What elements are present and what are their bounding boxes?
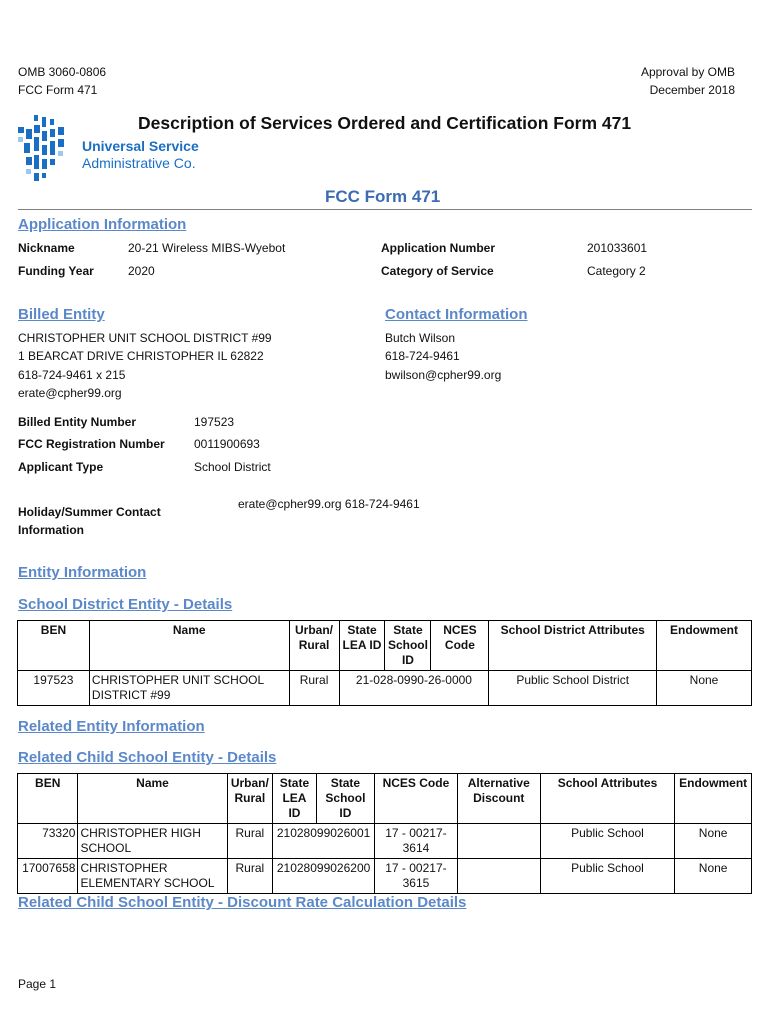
logo-line-2: Administrative Co.: [82, 155, 196, 171]
cell-name: CHRISTOPHER ELEMENTARY SCHOOL: [78, 859, 227, 894]
billed-entity-number-value: 197523: [194, 415, 235, 429]
logo-line-1: Universal Service: [82, 138, 199, 154]
col-name: Name: [89, 621, 289, 671]
fcc-registration-label: FCC Registration Number: [18, 437, 165, 451]
funding-year-value: 2020: [128, 264, 155, 278]
table-row: [18, 859, 752, 894]
cell-attributes: Public School: [540, 859, 675, 894]
cell-alternative-discount: [457, 859, 540, 894]
nickname-value: 20-21 Wireless MIBS-Wyebot: [128, 241, 286, 255]
omb-number: OMB 3060-0806: [18, 65, 107, 79]
holiday-contact-value: erate@cpher99.org 618-724-9461: [238, 497, 420, 511]
page-number: Page 1: [18, 977, 57, 991]
col-state-school-id: State School ID: [316, 774, 374, 824]
table-row: [18, 824, 752, 859]
cell-ben: 73320: [18, 824, 78, 859]
application-number-value: 201033601: [587, 241, 648, 255]
entity-info-heading: Entity Information: [18, 564, 147, 581]
col-endowment: Endowment: [657, 621, 752, 671]
billed-entity-email: erate@cpher99.org: [18, 386, 122, 400]
col-nces-code: NCES Code: [375, 774, 458, 824]
discount-rate-heading: Related Child School Entity - Discount Rate Calculation Details: [18, 894, 467, 911]
category-label: Category of Service: [381, 264, 494, 278]
cell-urban-rural: Rural: [289, 671, 339, 706]
cell-attributes: Public School: [540, 824, 675, 859]
contact-email: bwilson@cpher99.org: [385, 368, 502, 382]
cell-urban-rural: Rural: [227, 824, 273, 859]
fcc-registration-value: 0011900693: [194, 437, 260, 451]
application-info-heading: Application Information: [18, 216, 187, 233]
col-ben: BEN: [18, 774, 78, 824]
related-child-details-heading: Related Child School Entity - Details: [18, 749, 277, 766]
col-urban-rural: Urban/ Rural: [227, 774, 273, 824]
related-entity-heading: Related Entity Information: [18, 718, 205, 735]
page-title: Description of Services Ordered and Certification Form 471: [138, 113, 632, 133]
cell-name: CHRISTOPHER HIGH SCHOOL: [78, 824, 227, 859]
cell-endowment: None: [657, 671, 752, 706]
col-district-attributes: School District Attributes: [489, 621, 657, 671]
approval-text: Approval by OMB: [640, 65, 735, 79]
cell-nces-code: 17 - 00217-3615: [375, 859, 458, 894]
related-child-table: [17, 773, 752, 894]
cell-ids: 21028099026200: [273, 859, 375, 894]
col-school-attributes: School Attributes: [540, 774, 675, 824]
cell-urban-rural: Rural: [227, 859, 273, 894]
col-endowment: Endowment: [675, 774, 752, 824]
col-state-school-id: State School ID: [385, 621, 431, 671]
form-number: FCC Form 471: [18, 83, 98, 97]
cell-nces-code: 17 - 00217-3614: [375, 824, 458, 859]
cell-attributes: Public School District: [489, 671, 657, 706]
applicant-type-value: School District: [194, 460, 271, 474]
school-district-table: [17, 620, 752, 706]
table-header-row: [18, 621, 752, 671]
table-header-row: [18, 774, 752, 824]
col-urban-rural: Urban/ Rural: [289, 621, 339, 671]
approval-date: December 2018: [649, 83, 735, 97]
cell-endowment: None: [675, 824, 752, 859]
cell-ids: 21028099026001: [273, 824, 375, 859]
usac-logo-icon: [16, 115, 72, 183]
cell-endowment: None: [675, 859, 752, 894]
holiday-contact-label-1: Holiday/Summer Contact: [18, 505, 161, 519]
cell-alternative-discount: [457, 824, 540, 859]
application-number-label: Application Number: [381, 241, 496, 255]
applicant-type-label: Applicant Type: [18, 460, 104, 474]
col-state-lea-id: State LEA ID: [273, 774, 317, 824]
holiday-contact-label-2: Information: [18, 523, 84, 537]
title-divider: [18, 209, 752, 210]
billed-entity-address: 1 BEARCAT DRIVE CHRISTOPHER IL 62822: [18, 349, 264, 363]
billed-entity-number-label: Billed Entity Number: [18, 415, 137, 429]
table-row: [18, 671, 752, 706]
cell-ids: 21-028-0990-26-0000: [339, 671, 489, 706]
col-nces-code: NCES Code: [431, 621, 489, 671]
school-district-details-heading: School District Entity - Details: [18, 596, 233, 613]
billed-entity-heading: Billed Entity: [18, 306, 105, 323]
funding-year-label: Funding Year: [18, 264, 94, 278]
category-value: Category 2: [587, 264, 646, 278]
cell-name: CHRISTOPHER UNIT SCHOOL DISTRICT #99: [89, 671, 289, 706]
billed-entity-name: CHRISTOPHER UNIT SCHOOL DISTRICT #99: [18, 331, 272, 345]
col-ben: BEN: [18, 621, 90, 671]
nickname-label: Nickname: [18, 241, 75, 255]
cell-ben: 17007658: [18, 859, 78, 894]
contact-name: Butch Wilson: [385, 331, 456, 345]
form-subtitle: FCC Form 471: [325, 187, 441, 206]
cell-ben: 197523: [18, 671, 90, 706]
contact-phone: 618-724-9461: [385, 349, 460, 363]
col-alternative-discount: Alternative Discount: [457, 774, 540, 824]
col-state-lea-id: State LEA ID: [339, 621, 385, 671]
contact-info-heading: Contact Information: [385, 306, 528, 323]
col-name: Name: [78, 774, 227, 824]
billed-entity-phone: 618-724-9461 x 215: [18, 368, 126, 382]
